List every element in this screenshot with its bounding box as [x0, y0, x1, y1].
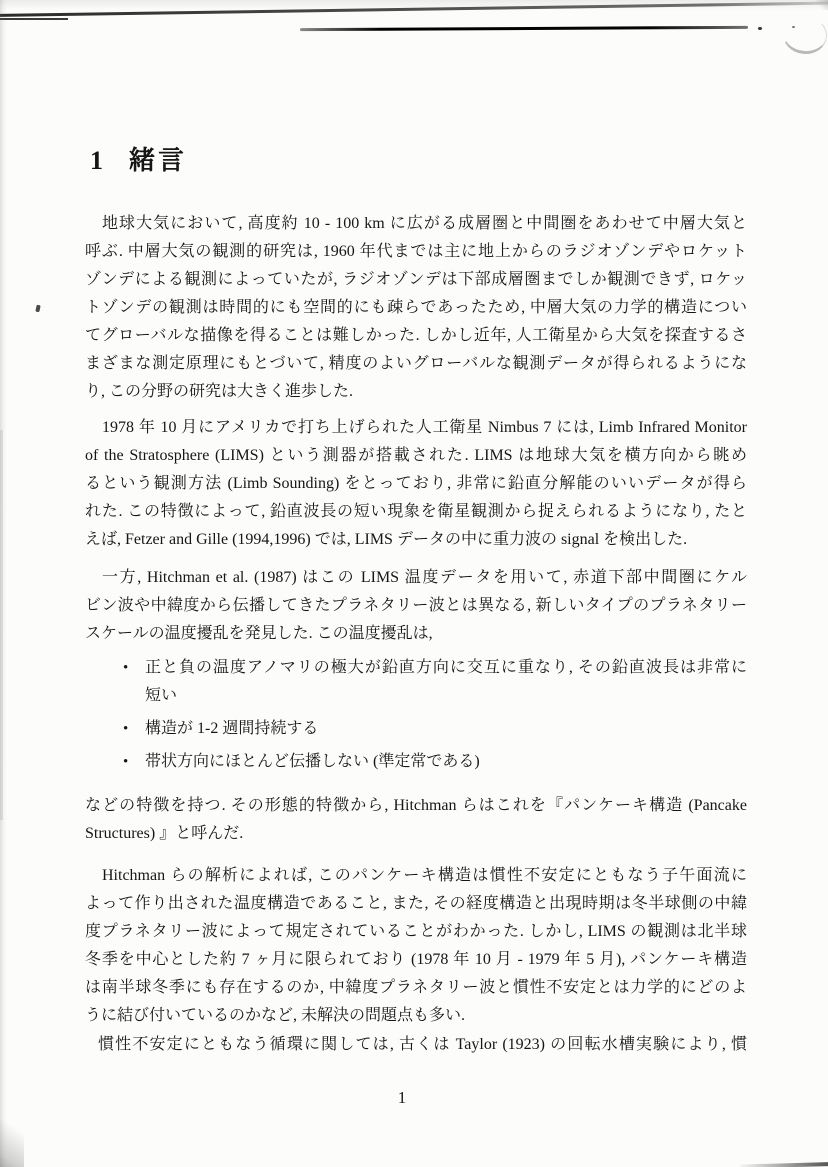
text-line: よって作り出された温度構造であること, また, その経度構造と出現時期は冬半球側の中緯 [85, 895, 747, 912]
scan-artifact-page-curl [781, 14, 828, 56]
text-line: 地球大気において, 高度約 10 - 100 km に広がる成層圏と中間圏をあわせて中層大気と [102, 215, 747, 232]
text-line: 慣性不安定にともなう循環に関しては, 古くは Taylor (1923) の回転水槽実験により, 慣 [98, 1036, 747, 1053]
bullet-list [85, 654, 747, 776]
scan-artifact-top-right-corner [812, 0, 828, 10]
bullet-item [85, 654, 747, 710]
text-line: 1978 年 10 月にアメリカで打ち上げられた人工衛星 Nimbus 7 には, Limb Infrared Monitor [102, 419, 747, 436]
text-line: 構造が 1-2 週間持続する [145, 720, 319, 737]
text-line: 一方, Hitchman et al. (1987) はこの LIMS 温度データを用いて, 赤道下部中間圏にケル [102, 569, 747, 586]
text-line: えば, Fetzer and Gille (1994,1996) では, LIMS データの中に重力波の signal を検出した. [85, 531, 688, 548]
paragraph [85, 564, 747, 648]
scan-artifact-top-left-line [0, 18, 68, 20]
scan-artifact-bottom-right [740, 1162, 828, 1167]
text-line: Hitchman らの解析によれば, このパンケーキ構造は慣性不安定にともなう子午面流に [102, 867, 747, 884]
section-heading [90, 144, 187, 178]
bullet-item [85, 748, 747, 776]
text-line: スケールの温度擾乱を発見した. この温度擾乱は, [85, 625, 433, 642]
section-title: 緒言 [129, 146, 188, 175]
text-line: は南半球冬季にも存在するのか, 中緯度プラネタリー波と慣性不安定とは力学的にどのよ [85, 979, 747, 996]
text-line: of the Stratosphere (LIMS) という測器が搭載された. LIMS は地球大気を横方向から眺め [85, 447, 747, 464]
scan-artifact-top-black-line [300, 26, 748, 31]
text-line: まざまな測定原理にもとづいて, 精度のよいグローバルな観測データが得られるようにな [85, 355, 747, 372]
text-line: 冬季を中心とした約 7 ヶ月に限られており (1978 年 10 月 - 1979 年 5 月), パンケーキ構造 [85, 951, 747, 968]
scan-artifact-top-fade [0, 0, 828, 10]
bullet-icon: • [123, 660, 129, 676]
scan-artifact-bottom-left [0, 1092, 24, 1167]
paragraph [85, 862, 747, 1030]
scan-artifact-speck [792, 26, 795, 28]
text-line: 帯状方向にほとんど伝播しない (準定常である) [145, 753, 480, 770]
text-line: 短い [145, 687, 178, 704]
text-line: Structures) 』と呼んだ. [85, 825, 244, 842]
text-line: り, この分野の研究は大きく進歩した. [85, 383, 354, 400]
page-number: 1 [397, 1088, 407, 1107]
text-line: てグローバルな描像を得ることは難しかった. しかし近年, 人工衛星から大気を探査するさ [85, 327, 747, 344]
bullet-icon: • [123, 721, 129, 737]
bullet-icon: • [123, 754, 129, 770]
text-line: ゾンデによる観測によっていたが, ラジオゾンデは下部成層圏までしか観測できず, ロケッ [85, 271, 747, 288]
paragraph [85, 414, 747, 554]
bullet-item [85, 715, 747, 743]
paragraph [85, 792, 747, 848]
section-number: 1 [90, 146, 103, 175]
paragraph [85, 1031, 747, 1059]
text-line: れた. この特徴によって, 鉛直波長の短い現象を衛星観測から捉えられるようになり, たと [85, 503, 747, 520]
scan-artifact-speck [758, 27, 762, 30]
scan-artifact-left-edge [0, 0, 7, 1167]
text-line: 度プラネタリー波によって規定されていることがわかった. しかし, LIMS の観測は北半球 [85, 923, 747, 940]
text-line: るという観測方法 (Limb Sounding) をとっており, 非常に鉛直分解能のいいデータが得ら [85, 475, 747, 492]
paragraph [85, 210, 747, 406]
text-line: トゾンデの観測は時間的にも空間的にも疎らであったため, 中層大気の力学的構造につい [85, 299, 747, 316]
text-line: などの特徴を持つ. その形態的特徴から, Hitchman らはこれを『パンケーキ構造 (Pancake [85, 797, 747, 814]
text-line: うに結び付いているのかなど, 未解決の問題点も多い. [85, 1007, 466, 1024]
text-line: 呼ぶ. 中層大気の観測的研究は, 1960 年代までは主に地上からのラジオゾンデやロケット [85, 243, 747, 260]
text-line: 正と負の温度アノマリの極大が鉛直方向に交互に重なり, その鉛直波長は非常に [145, 659, 747, 676]
scan-artifact-top-diagonal-line [0, 1, 828, 16]
scan-artifact-speck [35, 305, 40, 313]
text-line: ビン波や中緯度から伝播してきたプラネタリー波とは異なる, 新しいタイプのプラネタリー [85, 597, 747, 614]
scan-artifact-left-edge-segment [0, 430, 3, 820]
